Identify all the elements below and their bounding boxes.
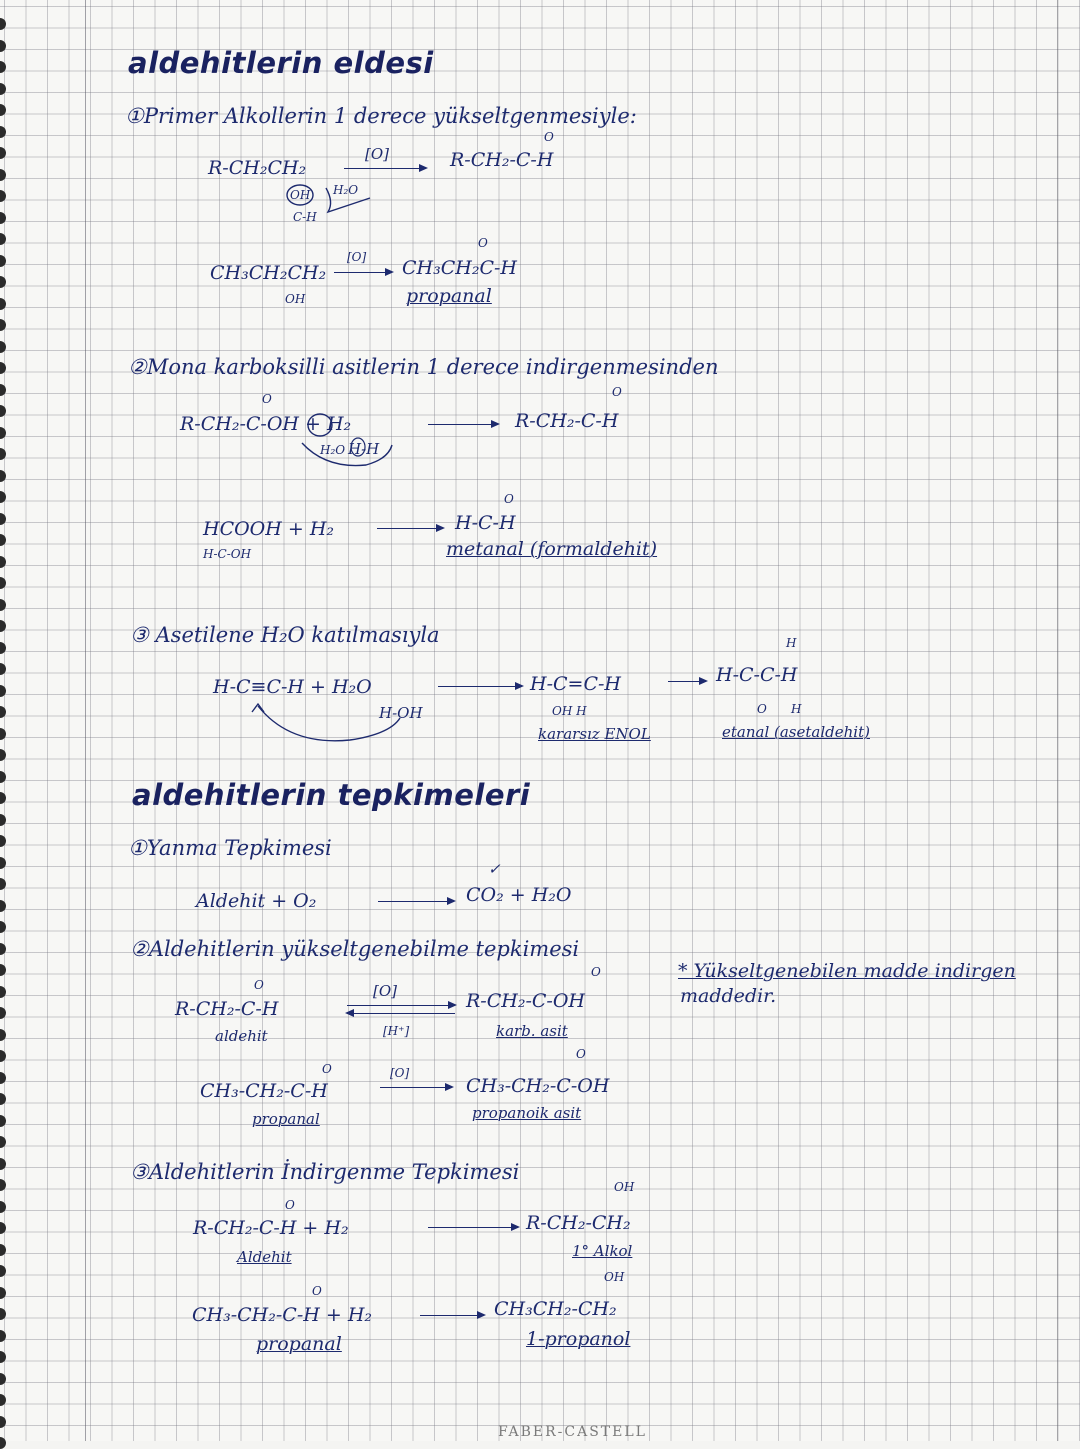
binding-hole — [0, 1029, 6, 1041]
reaction-arrow — [428, 1227, 518, 1228]
binding-hole — [0, 1244, 6, 1256]
reactant-propanal: CH₃-CH₂-C-H — [200, 1080, 328, 1102]
name-etanal: etanal (asetaldehit) — [722, 723, 870, 741]
binding-hole — [0, 513, 6, 525]
reaction-arrow — [334, 272, 392, 273]
addition-curve-drawing — [250, 698, 410, 748]
name-karb-asit: karb. asit — [496, 1022, 568, 1040]
binding-hole — [0, 642, 6, 654]
binding-hole — [0, 470, 6, 482]
binding-hole — [0, 1222, 6, 1234]
forward-arrow — [347, 1005, 455, 1006]
binding-hole — [0, 1136, 6, 1148]
name-metanal: metanal (formaldehit) — [446, 538, 658, 560]
condition-oxidation: [O] — [365, 145, 390, 163]
binding-hole — [0, 319, 6, 331]
binding-hole — [0, 61, 6, 73]
carbonyl-o: O — [504, 492, 514, 506]
binding-hole — [0, 599, 6, 611]
name-propanal: propanal — [406, 285, 492, 307]
product-carboxylic-acid: R-CH₂-C-OH — [466, 990, 585, 1012]
binding-hole — [0, 1308, 6, 1320]
binding-hole — [0, 1437, 6, 1449]
reactant-aldehyde: R-CH₂-C-H — [175, 998, 279, 1020]
reactant-aldehyde-hydrogen: R-CH₂-C-H + H₂ — [193, 1217, 349, 1239]
binding-hole — [0, 1416, 6, 1428]
name-aldehit: Aldehit — [237, 1248, 292, 1266]
name-aldehit: aldehit — [215, 1027, 268, 1045]
cancel-circle-drawing — [296, 405, 416, 485]
binding-hole — [0, 835, 6, 847]
binding-hole — [0, 427, 6, 439]
heading-primer-alkoller: ①Primer Alkollerin 1 derece yükseltgenmesiyle: — [125, 104, 637, 128]
binding-hole — [0, 1072, 6, 1084]
condition-reduction: [H⁺] — [383, 1024, 410, 1038]
binding-hole — [0, 663, 6, 675]
binding-hole — [0, 255, 6, 267]
product-aldehyde: R-CH₂-C-H — [450, 149, 554, 171]
c-h-fragment: C-H — [293, 210, 317, 224]
reaction-arrow — [668, 681, 706, 682]
product-propanol: CH₃CH₂-CH₂ — [494, 1298, 617, 1320]
carbonyl-o: O — [757, 702, 767, 716]
margin-line — [85, 0, 86, 1441]
binding-hole — [0, 1394, 6, 1406]
binding-hole — [0, 1115, 6, 1127]
heading-yukseltgenebilme: ②Aldehitlerin yükseltgenebilme tepkimesi — [130, 937, 580, 961]
reaction-arrow — [377, 528, 443, 529]
water-label: H₂O — [320, 443, 346, 457]
water-h-oh: H-OH — [379, 704, 423, 722]
reaction-arrow — [378, 901, 454, 902]
carbonyl-o: O — [612, 385, 622, 399]
reactant-propanal-hydrogen: CH₃-CH₂-C-H + H₂ — [192, 1304, 372, 1326]
binding-hole — [0, 1265, 6, 1277]
binding-hole — [0, 341, 6, 353]
binding-hole — [0, 943, 6, 955]
binding-hole — [0, 620, 6, 632]
binding-hole — [0, 169, 6, 181]
binding-hole — [0, 857, 6, 869]
note-indirgen-line2: maddedir. — [680, 985, 777, 1007]
hydrogen-top: H — [786, 636, 797, 650]
carbonyl-o: O — [544, 130, 554, 144]
carbonyl-o: O — [312, 1284, 322, 1298]
intermediate-enol: H-C=C-H — [530, 673, 621, 695]
binding-hole — [0, 706, 6, 718]
section-title-eldesi: aldehitlerin eldesi — [128, 46, 434, 80]
heading-asetilen: ③ Asetilene H₂O katılmasıyla — [130, 623, 440, 647]
reaction-arrow — [428, 424, 498, 425]
condition-oxidation: [O] — [390, 1066, 410, 1080]
hydroxyl-oh: OH — [604, 1270, 625, 1284]
binding-hole — [0, 878, 6, 890]
enol-substituents: OH H — [552, 704, 587, 718]
binding-hole — [0, 448, 6, 460]
carbonyl-o: O — [285, 1198, 295, 1212]
name-kararsiz-enol: kararsız ENOL — [538, 725, 651, 743]
product-formaldehyde: H-C-H — [455, 512, 516, 534]
binding-hole — [0, 1093, 6, 1105]
product-propanoic-acid: CH₃-CH₂-C-OH — [466, 1075, 610, 1097]
binding-hole — [0, 362, 6, 374]
binding-hole — [0, 298, 6, 310]
carbonyl-o: O — [322, 1062, 332, 1076]
heading-indirgenme: ③Aldehitlerin İndirgenme Tepkimesi — [130, 1160, 520, 1184]
product-propanal: CH₃CH₂C-H — [402, 257, 517, 279]
reaction-arrow — [344, 168, 426, 169]
binding-hole — [0, 1050, 6, 1062]
reactant-r-ch2ch2: R-CH₂CH₂ — [208, 157, 307, 179]
heading-yanma: ①Yanma Tepkimesi — [128, 836, 332, 860]
binding-hole — [0, 814, 6, 826]
right-margin-line — [1057, 0, 1058, 1441]
name-propanal: propanal — [256, 1333, 342, 1355]
binding-hole — [0, 384, 6, 396]
binding-hole — [0, 405, 6, 417]
hydrogen-h-h: H-H — [348, 440, 380, 458]
binding-hole — [0, 900, 6, 912]
reverse-arrow — [347, 1013, 455, 1014]
binding-hole — [0, 771, 6, 783]
binding-hole — [0, 577, 6, 589]
condition-oxidation: [O] — [373, 982, 398, 1000]
name-1-alkol: 1° Alkol — [572, 1242, 633, 1260]
carbonyl-o: O — [591, 965, 601, 979]
carbonyl-o: O — [576, 1047, 586, 1061]
binding-hole — [0, 491, 6, 503]
binding-hole — [0, 986, 6, 998]
product-primary-alcohol: R-CH₂-CH₂ — [526, 1212, 631, 1234]
binding-hole — [0, 147, 6, 159]
carbonyl-o: O — [478, 236, 488, 250]
product-aldehyde: R-CH₂-C-H — [515, 410, 619, 432]
product-etanal: H-C-C-H — [716, 664, 798, 686]
reactant-acetylene: H-C≡C-H + H₂O — [213, 676, 372, 698]
binding-hole — [0, 749, 6, 761]
reaction-arrow — [420, 1315, 484, 1316]
heading-karboksilli-asitler: ②Mona karboksilli asitlerin 1 derece indirgenmesinden — [128, 355, 719, 379]
reaction-arrow — [438, 686, 522, 687]
binding-hole — [0, 104, 6, 116]
binding-hole — [0, 1158, 6, 1170]
product-co2-water: CO₂ + H₂O — [466, 884, 572, 906]
hydrogen-bottom: H — [791, 702, 802, 716]
binding-hole — [0, 83, 6, 95]
binding-hole — [0, 276, 6, 288]
binding-hole — [0, 1287, 6, 1299]
name-propanal: propanal — [252, 1110, 320, 1128]
binding-hole — [0, 1179, 6, 1191]
binding-hole — [0, 190, 6, 202]
brand-logo: FABER-CASTELL — [498, 1424, 647, 1440]
binding-hole — [0, 18, 6, 30]
reactant-propanol: CH₃CH₂CH₂ — [210, 262, 327, 284]
binding-hole — [0, 1007, 6, 1019]
binding-hole — [0, 40, 6, 52]
cancel-circle-drawing — [284, 180, 384, 220]
binding-hole — [0, 728, 6, 740]
oh-group-label: OH — [290, 188, 311, 202]
binding-hole — [0, 792, 6, 804]
water-label: H₂O — [333, 183, 359, 197]
reaction-arrow — [380, 1087, 452, 1088]
binding-hole — [0, 685, 6, 697]
binding-hole — [0, 233, 6, 245]
binding-hole — [0, 964, 6, 976]
section-title-tepkimeleri: aldehitlerin tepkimeleri — [132, 778, 531, 812]
check-mark: ✓ — [488, 860, 501, 878]
binding-hole — [0, 534, 6, 546]
reactant-aldehit-oxygen: Aldehit + O₂ — [196, 890, 317, 912]
name-propanoik-asit: propanoik asit — [472, 1104, 582, 1122]
binding-holes — [0, 0, 8, 1441]
condition-oxidation: [O] — [347, 250, 367, 264]
binding-hole — [0, 1351, 6, 1363]
name-1-propanol: 1-propanol — [526, 1328, 631, 1350]
binding-hole — [0, 1330, 6, 1342]
carbonyl-o: O — [254, 978, 264, 992]
binding-hole — [0, 1373, 6, 1385]
formic-acid-structure: H-C-OH — [203, 547, 252, 561]
binding-hole — [0, 126, 6, 138]
oh-group-label: OH — [285, 292, 306, 306]
reactant-formic-acid: HCOOH + H₂ — [203, 518, 335, 540]
hydroxyl-oh: OH — [614, 1180, 635, 1194]
binding-hole — [0, 921, 6, 933]
reactant-carboxylic-acid: R-CH₂-C-OH + H₂ — [180, 413, 352, 435]
note-indirgen-line1: * Yükseltgenebilen madde indirgen — [678, 960, 1016, 982]
carbonyl-o: O — [262, 392, 272, 406]
binding-hole — [0, 212, 6, 224]
binding-hole — [0, 556, 6, 568]
binding-hole — [0, 1201, 6, 1213]
